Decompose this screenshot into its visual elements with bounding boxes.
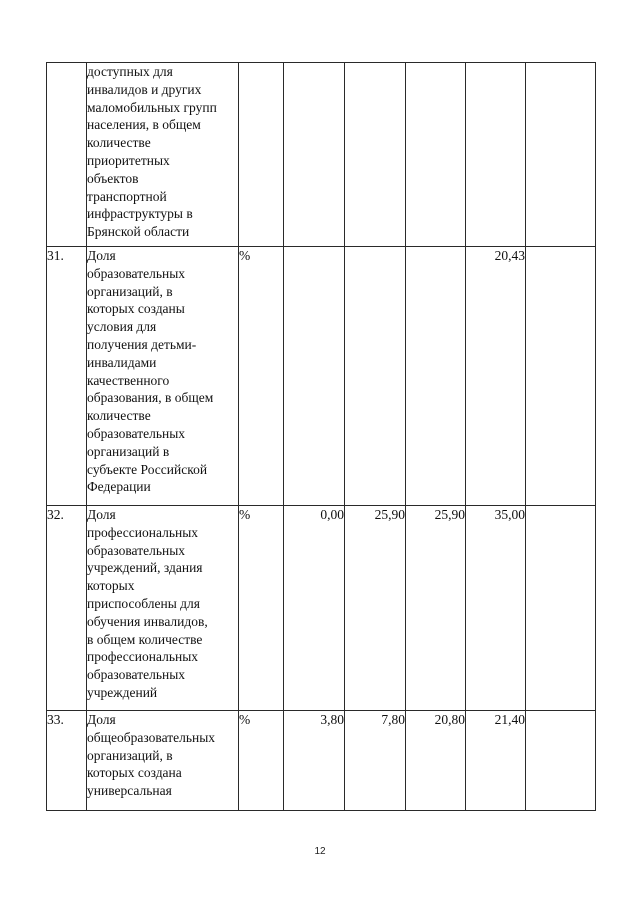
indicator-name-line: маломобильных групп xyxy=(87,99,217,115)
table-body xyxy=(47,63,596,811)
indicator-name-line: Доля xyxy=(87,712,116,727)
row-number: 32. xyxy=(47,506,87,711)
indicator-name-line: качественного xyxy=(87,372,170,388)
table-row xyxy=(47,711,596,811)
value-cell xyxy=(345,63,406,247)
indicator-name-line: универсальная xyxy=(87,783,172,799)
indicator-name-line: образовательных xyxy=(87,542,186,558)
page-number: 12 xyxy=(314,846,326,857)
indicator-name-line: организаций в xyxy=(87,443,170,459)
value-cell: 20,43 xyxy=(466,247,526,506)
value-cell: 25,90 xyxy=(406,506,466,711)
indicator-name-line: учреждений, здания xyxy=(87,560,203,576)
indicator-name-line: условия для xyxy=(87,319,157,335)
value-cell xyxy=(526,711,596,811)
unit-cell xyxy=(239,63,284,247)
table-row xyxy=(47,63,596,247)
indicator-name-line: Доля xyxy=(87,248,116,263)
indicator-name-line: организаций, в xyxy=(87,747,173,763)
value-cell xyxy=(284,247,345,506)
indicator-name-line: количестве xyxy=(87,408,151,424)
value-cell xyxy=(345,247,406,506)
value-cell xyxy=(284,63,345,247)
value-cell: 0,00 xyxy=(284,506,345,711)
indicator-name-line: образовательных xyxy=(87,425,186,441)
indicator-name-line: учреждений xyxy=(87,684,158,700)
value-cell xyxy=(526,63,596,247)
indicator-name-line: субъекте Российской xyxy=(87,461,208,477)
value-cell: 35,00 xyxy=(466,506,526,711)
row-number xyxy=(47,63,87,247)
value-cell: 21,40 xyxy=(466,711,526,811)
indicator-name-line: инфраструктуры в xyxy=(87,206,193,222)
indicator-name-line: обучения инвалидов, xyxy=(87,613,208,629)
value-cell xyxy=(466,63,526,247)
indicator-name-line: количестве xyxy=(87,135,151,151)
value-cell xyxy=(526,247,596,506)
indicator-name-line: инвалидов и других xyxy=(87,81,202,97)
table-row xyxy=(47,247,596,506)
indicator-name-line: получения детьми- xyxy=(87,336,197,352)
indicator-name xyxy=(87,63,239,247)
indicator-name-line: профессиональных xyxy=(87,649,199,665)
indicator-name-line: Доля xyxy=(87,507,116,522)
indicator-name-line: организаций, в xyxy=(87,283,173,299)
value-cell: 7,80 xyxy=(345,711,406,811)
indicator-name-line: населения, в общем xyxy=(87,117,201,133)
indicator-name xyxy=(87,247,239,506)
value-cell xyxy=(406,247,466,506)
indicators-table xyxy=(46,62,596,811)
indicator-name-line: приоритетных xyxy=(87,152,170,168)
indicator-name xyxy=(87,711,239,811)
indicator-name-line: инвалидами xyxy=(87,354,157,370)
indicator-name-line: общеобразовательных xyxy=(87,729,216,745)
indicator-name-line: образовательных xyxy=(87,667,186,683)
indicator-name-line: образовательных xyxy=(87,265,186,281)
indicator-name-line: доступных для xyxy=(87,64,173,79)
unit-cell: % xyxy=(239,247,284,506)
indicator-name xyxy=(87,506,239,711)
indicator-name-line: которых xyxy=(87,578,135,594)
indicator-name-line: Брянской области xyxy=(87,224,190,240)
value-cell: 3,80 xyxy=(284,711,345,811)
value-cell xyxy=(406,63,466,247)
value-cell: 25,90 xyxy=(345,506,406,711)
indicator-name-line: объектов xyxy=(87,170,139,186)
table-row xyxy=(47,506,596,711)
value-cell xyxy=(526,506,596,711)
indicator-name-line: образования, в общем xyxy=(87,390,214,406)
unit-cell: % xyxy=(239,506,284,711)
indicator-name-line: в общем количестве xyxy=(87,631,203,647)
row-number: 33. xyxy=(47,711,87,811)
indicator-name-line: Федерации xyxy=(87,479,151,495)
indicator-name-line: приспособлены для xyxy=(87,595,200,611)
unit-cell: % xyxy=(239,711,284,811)
row-number: 31. xyxy=(47,247,87,506)
indicator-name-line: транспортной xyxy=(87,188,167,204)
value-cell: 20,80 xyxy=(406,711,466,811)
indicator-name-line: профессиональных xyxy=(87,524,199,540)
indicator-name-line: которых созданы xyxy=(87,301,185,317)
indicator-name-line: которых создана xyxy=(87,765,182,781)
